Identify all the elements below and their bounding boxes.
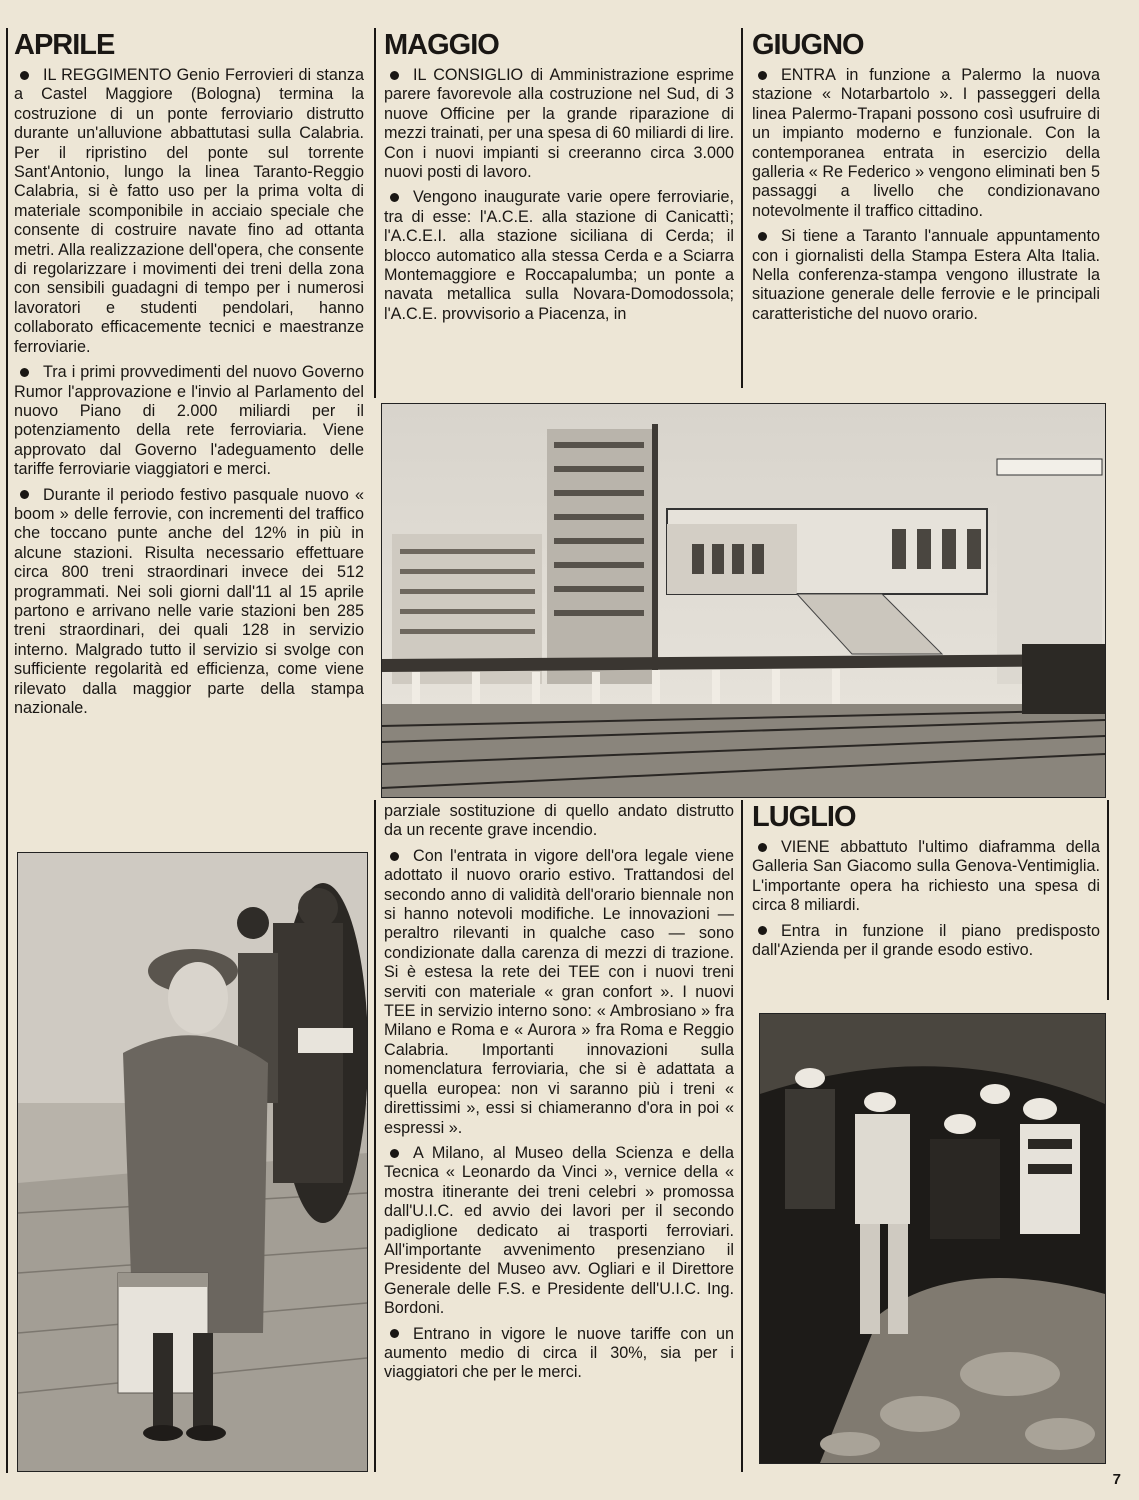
aprile-paragraph: IL REGGIMENTO Genio Ferrovieri di stanza a Castel Maggiore (Bologna) termina la costruzione di un ponte ferroviario distrutto durante un'alluvione abbattutasi sulla Calabria. Per il ripristino del ponte sul torrente Sant'Antonio, lungo la linea Taranto-Reggio Calabria, si è fatto uso per la prima volta di materiale scomponibile in acciaio speciale che consente di costruire navate fino ad ottanta metri. Alla realizzazione dell'opera, che consente di regolarizzare i movimenti dei treni della zona con sensibili guadagni di tempo per i numerosi lavoratori e studenti pendolari, hanno collaborato efficacemente tecnici e maestranze ferroviarie. (14, 66, 364, 356)
giugno-title: GIUGNO (752, 29, 864, 61)
maggio-paragraph: Vengono inaugurate varie opere ferroviarie, tra di esse: l'A.C.E. alla stazione di Canicattì; l'A.C.E.I. alla stazione siciliana di Cerda; il blocco automatico alla stessa Cerda e a Sciarra Montemaggiore e Roccapalumba; un ponte a navata metallica sulla Novara-Domodossola; l'A.C.E. provvisorio a Piacenza, in (384, 188, 734, 323)
giugno-section (752, 30, 1100, 330)
bullet-icon (390, 1149, 399, 1158)
luglio-paragraph: Entra in funzione il piano predisposto dall'Azienda per il grande esodo estivo. (752, 921, 1100, 960)
station-photo (381, 403, 1106, 798)
luglio-paragraph: VIENE abbattuto l'ultimo diaframma della Galleria San Giacomo sulla Genova-Ventimiglia. L'importante opera ha richiesto una spesa di circa 8 miliardi. (752, 838, 1100, 915)
bullet-icon (758, 71, 767, 80)
column-rule-3 (374, 800, 376, 1472)
maggio-paragraph: IL CONSIGLIO di Amministrazione esprime parere favorevole alla costruzione nel Sud, di 3 nuove Officine per la grande riparazione di mezzi trainati, per una spesa di 60 miliardi di lire. Con i nuovi impianti si creeranno circa 3.000 nuovi posti di lavoro. (384, 66, 734, 182)
maggio-section-continued (384, 802, 734, 1389)
bullet-icon (390, 193, 399, 202)
column-rule-1 (374, 28, 376, 398)
column-rule-right (1107, 800, 1109, 1000)
page-number: 7 (1112, 1471, 1121, 1488)
aprile-title: APRILE (14, 29, 115, 61)
maggio-paragraph: Entrano in vigore le nuove tariffe con un aumento medio di circa il 30%, sia per i viaggiatori che per le merci. (384, 1324, 734, 1382)
maggio-paragraph: parziale sostituzione di quello andato distrutto da un recente grave incendio. (384, 802, 734, 840)
aprile-section (14, 30, 364, 724)
bullet-icon (390, 71, 399, 80)
boy-photo (17, 852, 368, 1472)
bullet-icon (20, 490, 29, 499)
luglio-section (752, 802, 1100, 966)
tunnel-workers-photo (759, 1013, 1106, 1464)
column-rule-left (6, 28, 8, 1473)
maggio-section (384, 30, 734, 330)
luglio-title: LUGLIO (752, 801, 856, 833)
column-rule-2 (741, 28, 743, 388)
bullet-icon (758, 232, 767, 241)
giugno-paragraph: ENTRA in funzione a Palermo la nuova stazione « Notarbartolo ». I passeggeri della linea Palermo-Trapani possono così usufruire di un impianto moderno e funzionale. Con la contemporanea entrata in esercizio della galleria « Re Federico » vengono eliminati ben 5 passaggi a livello che condizionavano notevolmente il traffico cittadino. (752, 66, 1100, 220)
bullet-icon (758, 843, 767, 852)
bullet-icon (390, 1329, 399, 1338)
bullet-icon (20, 71, 29, 80)
bullet-icon (758, 926, 767, 935)
aprile-paragraph: Tra i primi provvedimenti del nuovo Governo Rumor l'approvazione e l'invio al Parlamento del nuovo Piano di 2.000 miliardi per il potenziamento della rete ferroviaria. Viene approvato dal Governo l'adeguamento delle tariffe ferroviarie viaggiatori e merci. (14, 363, 364, 479)
aprile-paragraph: Durante il periodo festivo pasquale nuovo « boom » delle ferrovie, con incrementi del traffico che toccano punte anche del 12% in più in alcune stazioni. Risulta necessario effettuare circa 800 treni straordinari invece dei 512 programmati. Nei soli giorni dall'11 al 15 aprile partono e arrivano nelle varie stazioni ben 285 treni straordinari, dei quali 128 in servizio interno. Malgrado tutto il servizio si svolge con sufficiente regolarità ed efficienza, come viene rilevato dalla maggior parte della stampa nazionale. (14, 485, 364, 717)
column-rule-4 (741, 800, 743, 1472)
bullet-icon (390, 852, 399, 861)
bullet-icon (20, 368, 29, 377)
maggio-title: MAGGIO (384, 29, 499, 61)
maggio-paragraph: A Milano, al Museo della Scienza e della Tecnica « Leonardo da Vinci », vernice della « mostra itinerante dei treni celebri » promossa dall'U.I.C. ed avvio dei lavori per il secondo padiglione dedicato ai trasporti ferroviari. All'importante avvenimento presenziano il Presidente del Museo avv. Ogliari e il Direttore Generale delle F.S. e Presidente dell'U.I.C. Ing. Bordoni. (384, 1143, 734, 1318)
maggio-paragraph: Con l'entrata in vigore dell'ora legale viene adottato il nuovo orario estivo. Trattandosi del secondo anno di validità dell'orario biennale non si hanno notevoli modifiche. Le innovazioni — peraltro rilevanti in qualche caso — sono condizionate dalla carenza di mezzi di trazione. Si è estesa la rete dei TEE con i nuovi treni serviti con materiale « gran confort ». I nuovi TEE in servizio interno sono: « Ambrosiano » fra Milano e Roma e « Aurora » fra Roma e Reggio Calabria. Importanti innovazioni sulla nomenclatura ferroviaria, che si è adattata a quella europea: non vi saranno più i treni « direttissimi », essi si chiameranno d'ora in poi « espressi ». (384, 846, 734, 1137)
giugno-paragraph: Si tiene a Taranto l'annuale appuntamento con i giornalisti della Stampa Estera Alta Italia. Nella conferenza-stampa vengono illustrate la situazione generale delle ferrovie e le principali caratteristiche del nuovo orario. (752, 227, 1100, 323)
